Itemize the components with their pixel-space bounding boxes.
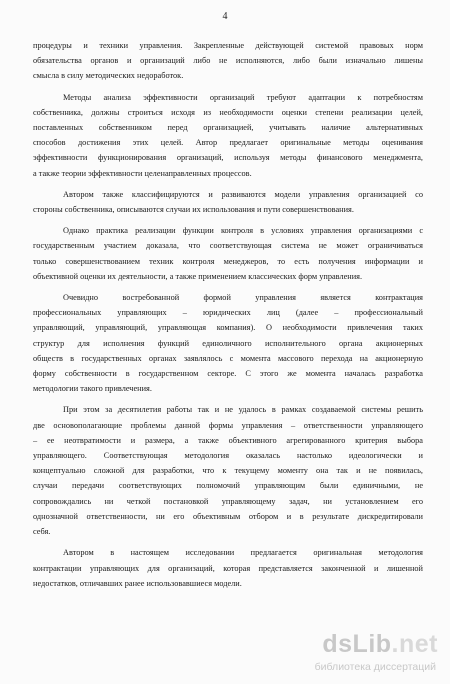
text-line: При этом за десятилетия работы так и не удалось в рамках создаваемой системы решить	[63, 405, 423, 415]
text-line: Автором в настоящем исследовании предлагается оригинальная методология	[63, 548, 423, 558]
paragraph	[33, 290, 423, 396]
document-body	[33, 38, 423, 597]
text-line: способов достижения этих целей. Автор предлагает оригинальные методы оценивания	[33, 138, 423, 148]
text-line: структур для исполнения функций единоличного исполнительного органа акционерных	[33, 338, 423, 348]
text-line: – ее неотвратимости и размера, а также объективного агрегированного критерия выбора	[33, 435, 423, 445]
text-line: управляющий, управляющий, управляющая компания). О необходимости привлечения таких	[33, 323, 423, 333]
text-line: поставленных собственником перед организацией, учитывать наличие альтернативных	[33, 123, 423, 133]
watermark-domain: .net	[391, 630, 438, 658]
text-line: недостатков, отличавших ранее использовавшиеся модели.	[33, 578, 242, 588]
text-line: объективной оценки их деятельности, а также применением классических форм управления.	[33, 271, 363, 281]
text-line: Методы анализа эффективности организаций требуют адаптации к потребностям	[63, 92, 423, 102]
text-line: государственным участием доказала, что соответствующая система не может ограничиваться	[33, 241, 423, 251]
text-line: стороны собственника, описываются случаи их использования и пути совершенствования.	[33, 205, 354, 215]
text-line: обществ в государственных органах заявлялось с момента массового перехода на акционерную	[33, 353, 423, 363]
paragraph	[33, 90, 423, 181]
text-line: эффективности функционирования организаций, используя методы финансового менеджмента,	[33, 153, 423, 163]
text-line: управляющего. Соответствующая методология оказалась настолько идеологически и	[33, 451, 423, 461]
watermark	[312, 630, 440, 678]
text-line: контрактации управляющих для организаций, которая представляется законченной и лишенной	[33, 563, 423, 573]
text-line: процедуры и техники управления. Закрепленные действующей системой правовых норм	[33, 41, 423, 50]
page-number: 4	[222, 11, 228, 22]
text-line: однозначной ответственности, ни его объективным отбором и в результате дискредитировали	[33, 511, 423, 521]
text-line: Автором также классифицируются и развиваются модели управления организацией со	[63, 189, 423, 199]
text-line: Однако практика реализации функции контроля в условиях управления организациями с	[63, 226, 423, 236]
text-line: собственника, должны строиться исходя из необходимости оценки степени реализации целей,	[33, 107, 423, 117]
paragraph	[33, 187, 423, 217]
text-line: концептуально сложной для разработки, что к текущему моменту она так и не появилась,	[33, 466, 423, 476]
text-line: методологии такого привлечения.	[33, 384, 152, 394]
paragraph	[33, 402, 423, 539]
text-line: сопровождались ни четкой постановкой управляющему задач, ни установлением его	[33, 496, 423, 506]
text-line: форму собственности в государственном секторе. С этого же момента началась разработка	[33, 369, 423, 379]
text-line: смысла в силу методических недоработок.	[33, 71, 184, 81]
paragraph	[33, 38, 423, 84]
text-line: а также теории эффективности целенаправленных процессов.	[33, 168, 252, 178]
text-line: только совершенствованием техник контроля менеджеров, то есть получения информации и	[33, 256, 423, 266]
text-line: себя.	[33, 527, 51, 537]
watermark-logo	[322, 630, 438, 659]
text-line: случаи передачи соответствующих полномочий управляющим были единичными, не	[33, 481, 423, 491]
paragraph	[33, 223, 423, 284]
text-line: две основополагающие проблемы данной формы управления – ответственности управляющего	[33, 420, 423, 430]
watermark-subtitle: библиотека диссертаций	[314, 661, 436, 673]
text-line: профессиональных управляющих – юридических лиц (далее – профессиональный	[33, 308, 423, 318]
watermark-brand: dsLib	[322, 630, 392, 658]
text-line: обязательства органов и организаций либо не исполняются, либо были изначально лишены	[33, 56, 423, 66]
paragraph	[33, 545, 423, 591]
text-line: Очевидно востребованной формой управления является контрактация	[63, 293, 423, 303]
